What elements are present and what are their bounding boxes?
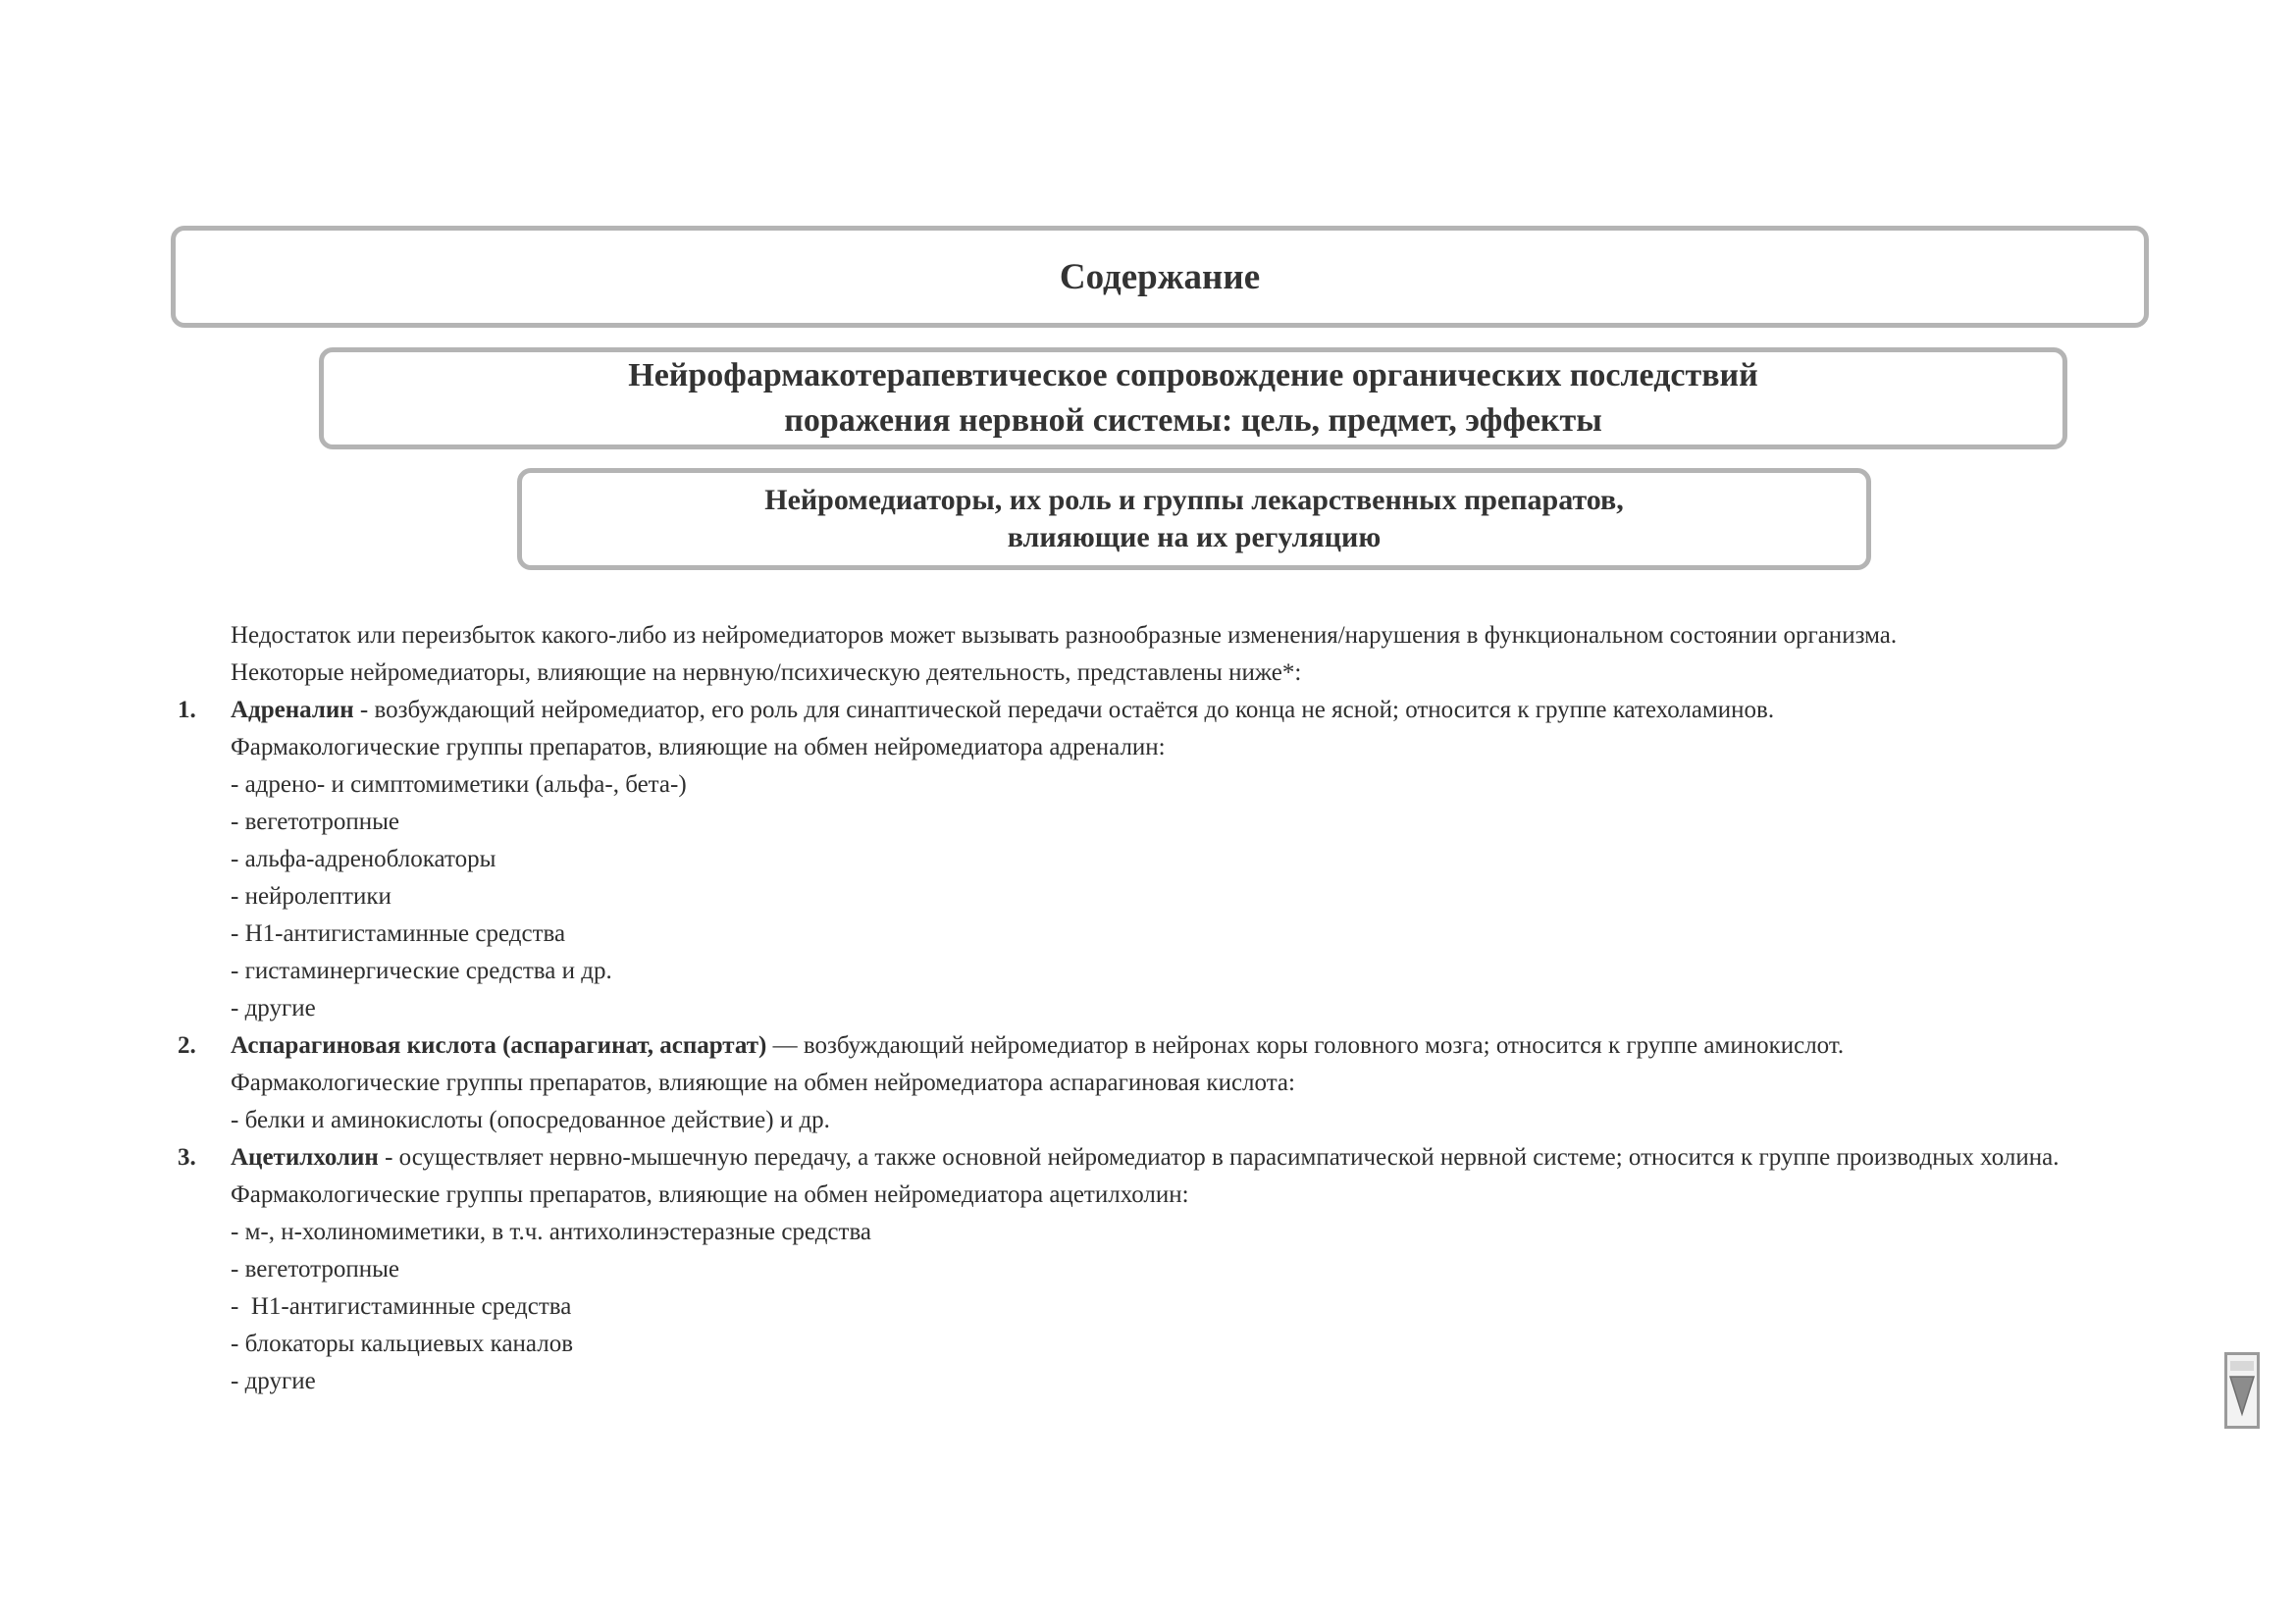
group-list-item: - вегетотропные — [231, 809, 399, 835]
group-list-item: - нейролептики — [231, 883, 391, 910]
triangle-down-icon — [2227, 1355, 2257, 1426]
group-list-item: - м-, н-холиномиметики, в т.ч. антихолинэстеразные средства — [231, 1219, 872, 1245]
item-term: Аспарагиновая кислота (аспарагинат, аспартат) — [231, 1032, 767, 1059]
group-list-item: - альфа-адреноблокаторы — [231, 846, 496, 872]
section-title-line-2: поражения нервной системы: цель, предмет, эффекты — [784, 402, 1602, 439]
item-heading — [178, 1139, 2132, 1177]
item-description: - возбуждающий нейромедиатор, его роль для синаптической передачи остаётся до конца не ясной; относится к группе катехоламинов. — [353, 697, 1775, 723]
group-list-item: - блокаторы кальциевых каналов — [231, 1331, 574, 1357]
next-page-button[interactable] — [2224, 1352, 2260, 1429]
section-title-line-1: Нейрофармакотерапевтическое сопровождение органических последствий — [628, 357, 1758, 393]
item-number: 2. — [178, 1032, 196, 1059]
intro-line-1: Недостаток или переизбыток какого-либо из нейромедиаторов может вызывать разнообразные изменения/нарушения в функциональном состоянии организма. — [231, 622, 1898, 649]
group-list-item: - белки и аминокислоты (опосредованное действие) и др. — [231, 1107, 830, 1133]
intro-line-2: Некоторые нейромедиаторы, влияющие на нервную/психическую деятельность, представлены ниже*: — [231, 659, 1302, 686]
groups-intro: Фармакологические группы препаратов, влияющие на обмен нейромедиатора аспарагиновая кислота: — [231, 1070, 1295, 1096]
document-body — [178, 617, 2132, 1400]
subsection-title-line-2: влияющие на их регуляцию — [1007, 521, 1382, 553]
item-number: 3. — [178, 1144, 196, 1171]
group-list-item: - гистаминергические средства и др. — [231, 958, 612, 984]
group-list-item: - другие — [231, 1368, 316, 1394]
item-number: 1. — [178, 697, 196, 723]
section-title-frame — [319, 347, 2067, 449]
contents-title-frame — [171, 226, 2149, 328]
item-heading — [178, 1027, 2132, 1065]
subsection-title-line-1: Нейромедиаторы, их роль и группы лекарственных препаратов, — [764, 484, 1624, 516]
item-description: - осуществляет нервно-мышечную передачу, а также основной нейромедиатор в парасимпатической нервной системе; относится к группе производных холина. — [378, 1144, 2060, 1171]
group-list-item: - вегетотропные — [231, 1256, 399, 1283]
group-list-item: - Н1-антигистаминные средства — [231, 920, 566, 947]
item-heading — [178, 692, 2132, 729]
item-term: Ацетилхолин — [231, 1144, 379, 1171]
item-term: Адреналин — [231, 697, 354, 723]
contents-title: Содержание — [1059, 256, 1261, 297]
group-list-item: - Н1-антигистаминные средства — [231, 1293, 572, 1320]
group-list-item: - адрено- и симптомиметики (альфа-, бета-) — [231, 771, 687, 798]
group-list-item: - другие — [231, 995, 316, 1021]
groups-intro: Фармакологические группы препаратов, влияющие на обмен нейромедиатора ацетилхолин: — [231, 1181, 1189, 1208]
item-description: — возбуждающий нейромедиатор в нейронах коры головного мозга; относится к группе аминокислот. — [766, 1032, 1845, 1059]
subsection-title-frame — [517, 468, 1871, 570]
groups-intro: Фармакологические группы препаратов, влияющие на обмен нейромедиатора адреналин: — [231, 734, 1166, 760]
